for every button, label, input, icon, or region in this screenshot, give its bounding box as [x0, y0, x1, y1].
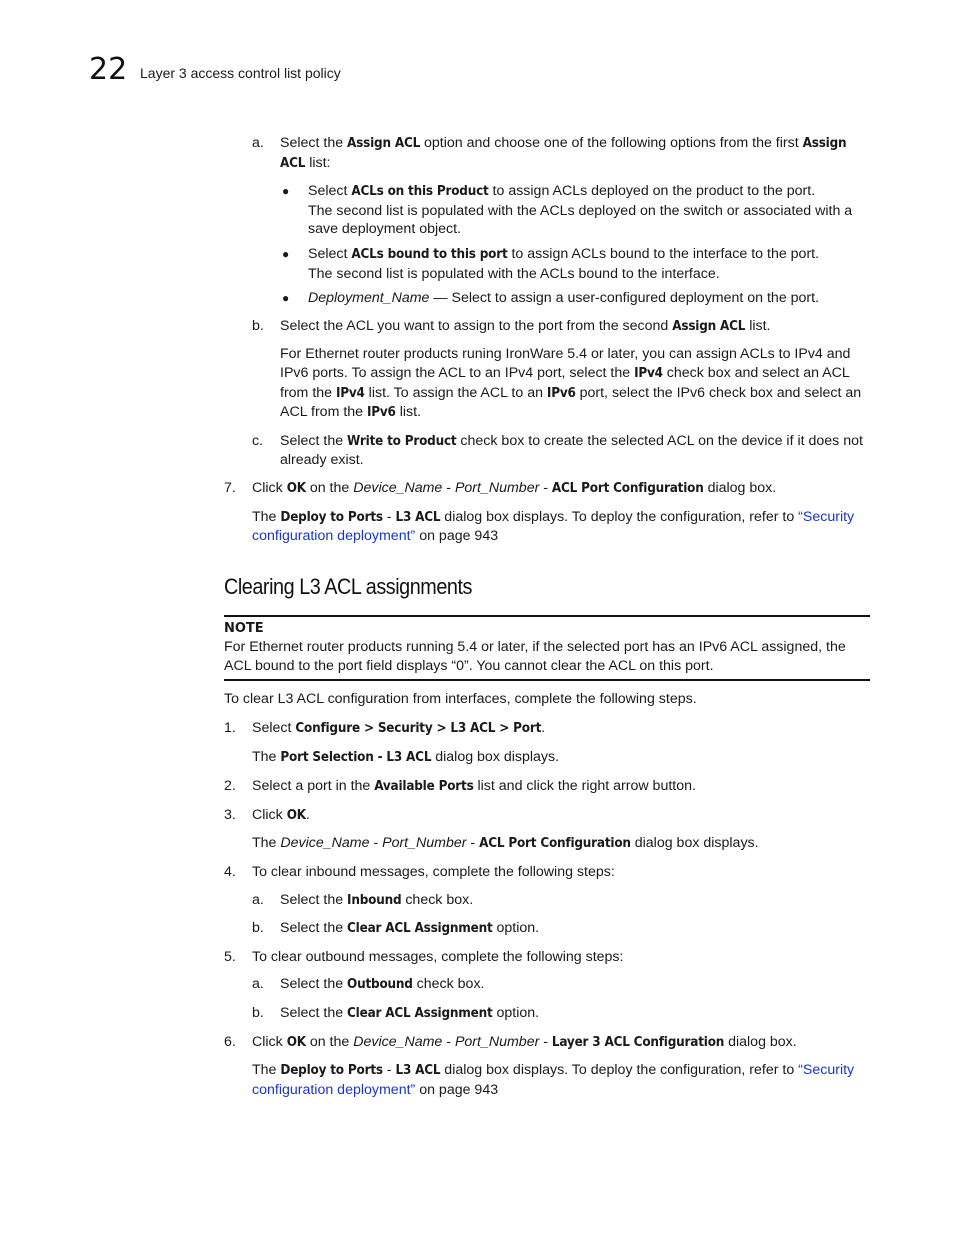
substep-marker: b. [252, 1005, 264, 1021]
step-4 [224, 863, 870, 882]
section-heading: Clearing L3 ACL assignments [224, 573, 472, 599]
step-2 [224, 777, 870, 797]
step-text: Click OK. [252, 806, 310, 823]
step-marker: 4. [224, 864, 236, 881]
substep-paragraph: For Ethernet router products runing IronWare 5.4 or later, you can assign ACLs to IPv4 and IPv6 ports. To assign the ACL to an IPv4 port, select the IPv4 check box and select an ACL from the IPv4 list. To assign the ACL to an IPv6 port, select the IPv6 check box and select an ACL from the IPv6 list. [280, 346, 862, 421]
bullet-icon: ● [282, 246, 290, 261]
substep-text: Select the Clear ACL Assignment option. [280, 1005, 540, 1021]
substep-marker: a. [252, 891, 264, 908]
step-marker: 3. [224, 806, 236, 823]
step-text: Select a port in the Available Ports list and click the right arrow button. [252, 778, 696, 795]
bullet-text: Deployment_Name — Select to assign a user-configured deployment on the port. [308, 290, 820, 307]
substep-a [224, 975, 870, 995]
step-marker: 6. [224, 1033, 236, 1050]
chapter-number: 22 [89, 52, 128, 87]
substep-b [224, 1004, 870, 1024]
cross-reference-link[interactable]: “Security configuration deployment” [252, 1062, 855, 1098]
step-6 [224, 1033, 870, 1053]
substep-text: Select the Write to Product check box to create the selected ACL on the device if it does not already exist. [280, 432, 863, 469]
step-paragraph: The Deploy to Ports - L3 ACL dialog box displays. To deploy the configuration, refer to “Security configuration deployment” on page 943 [252, 1062, 855, 1098]
substep-marker: c. [252, 432, 264, 449]
step-3 [224, 806, 870, 826]
step-1 [224, 719, 870, 739]
step-text: Click OK on the Device_Name - Port_Number - ACL Port Configuration dialog box. [252, 479, 777, 496]
substep-marker: b. [252, 920, 264, 937]
step-marker: 2. [224, 778, 236, 795]
bullet-icon: ● [282, 291, 290, 306]
substep-a [224, 891, 870, 911]
step-text: Select Configure > Security > L3 ACL > Port. [252, 720, 546, 737]
step-marker: 1. [224, 720, 236, 737]
page-content [224, 134, 870, 1099]
step-5 [224, 948, 870, 967]
substep-c [224, 432, 870, 470]
step-7 [224, 479, 870, 499]
substep-text: Select the Inbound check box. [280, 891, 474, 908]
bullet-item [224, 289, 870, 308]
step-text: To clear outbound messages, complete the following steps: [252, 948, 624, 965]
step-paragraph: The Port Selection - L3 ACL dialog box displays. [252, 748, 560, 765]
substep-text: Select the Assign ACL option and choose one of the following options from the first Assign ACL list: [280, 135, 847, 171]
bullet-item [224, 182, 870, 239]
step-marker: 7. [224, 479, 236, 496]
step-paragraph: The Device_Name - Port_Number - ACL Port Configuration dialog box displays. [252, 835, 759, 852]
bullet-text: Select ACLs on this Product to assign ACLs deployed on the product to the port. [308, 183, 816, 200]
note-box [224, 615, 870, 682]
bullet-detail: The second list is populated with the ACLs bound to the interface. [308, 265, 720, 282]
cross-reference-link[interactable]: “Security configuration deployment” [252, 508, 855, 545]
note-text: For Ethernet router products running 5.4 or later, if the selected port has an IPv6 ACL assigned, the ACL bound to the port field displays “0”. You cannot clear the ACL on this port. [224, 639, 846, 674]
substep-text: Select the Clear ACL Assignment option. [280, 920, 540, 937]
step-marker: 5. [224, 948, 236, 965]
substep-text: Select the Outbound check box. [280, 976, 485, 993]
substep-marker: b. [252, 317, 264, 334]
step-text: To clear inbound messages, complete the following steps: [252, 864, 615, 881]
step-text: Click OK on the Device_Name - Port_Number - Layer 3 ACL Configuration dialog box. [252, 1033, 797, 1050]
substep-marker: a. [252, 135, 264, 151]
intro-text: To clear L3 ACL configuration from interfaces, complete the following steps. [224, 691, 697, 708]
note-label: NOTE [224, 620, 264, 636]
bullet-icon: ● [282, 184, 290, 199]
substep-a [224, 134, 870, 173]
substep-marker: a. [252, 976, 264, 993]
bullet-item [224, 245, 870, 283]
substep-b [224, 919, 870, 939]
substep-b [224, 317, 870, 337]
bullet-text: Select ACLs bound to this port to assign ACLs bound to the interface to the port. [308, 245, 820, 262]
substep-text: Select the ACL you want to assign to the port from the second Assign ACL list. [280, 317, 771, 334]
bullet-detail: The second list is populated with the ACLs deployed on the switch or associated with a save deployment object. [308, 202, 853, 238]
step-paragraph: The Deploy to Ports - L3 ACL dialog box displays. To deploy the configuration, refer to “Security configuration deployment” on page 943 [252, 508, 855, 545]
running-header: Layer 3 access control list policy [140, 65, 341, 81]
